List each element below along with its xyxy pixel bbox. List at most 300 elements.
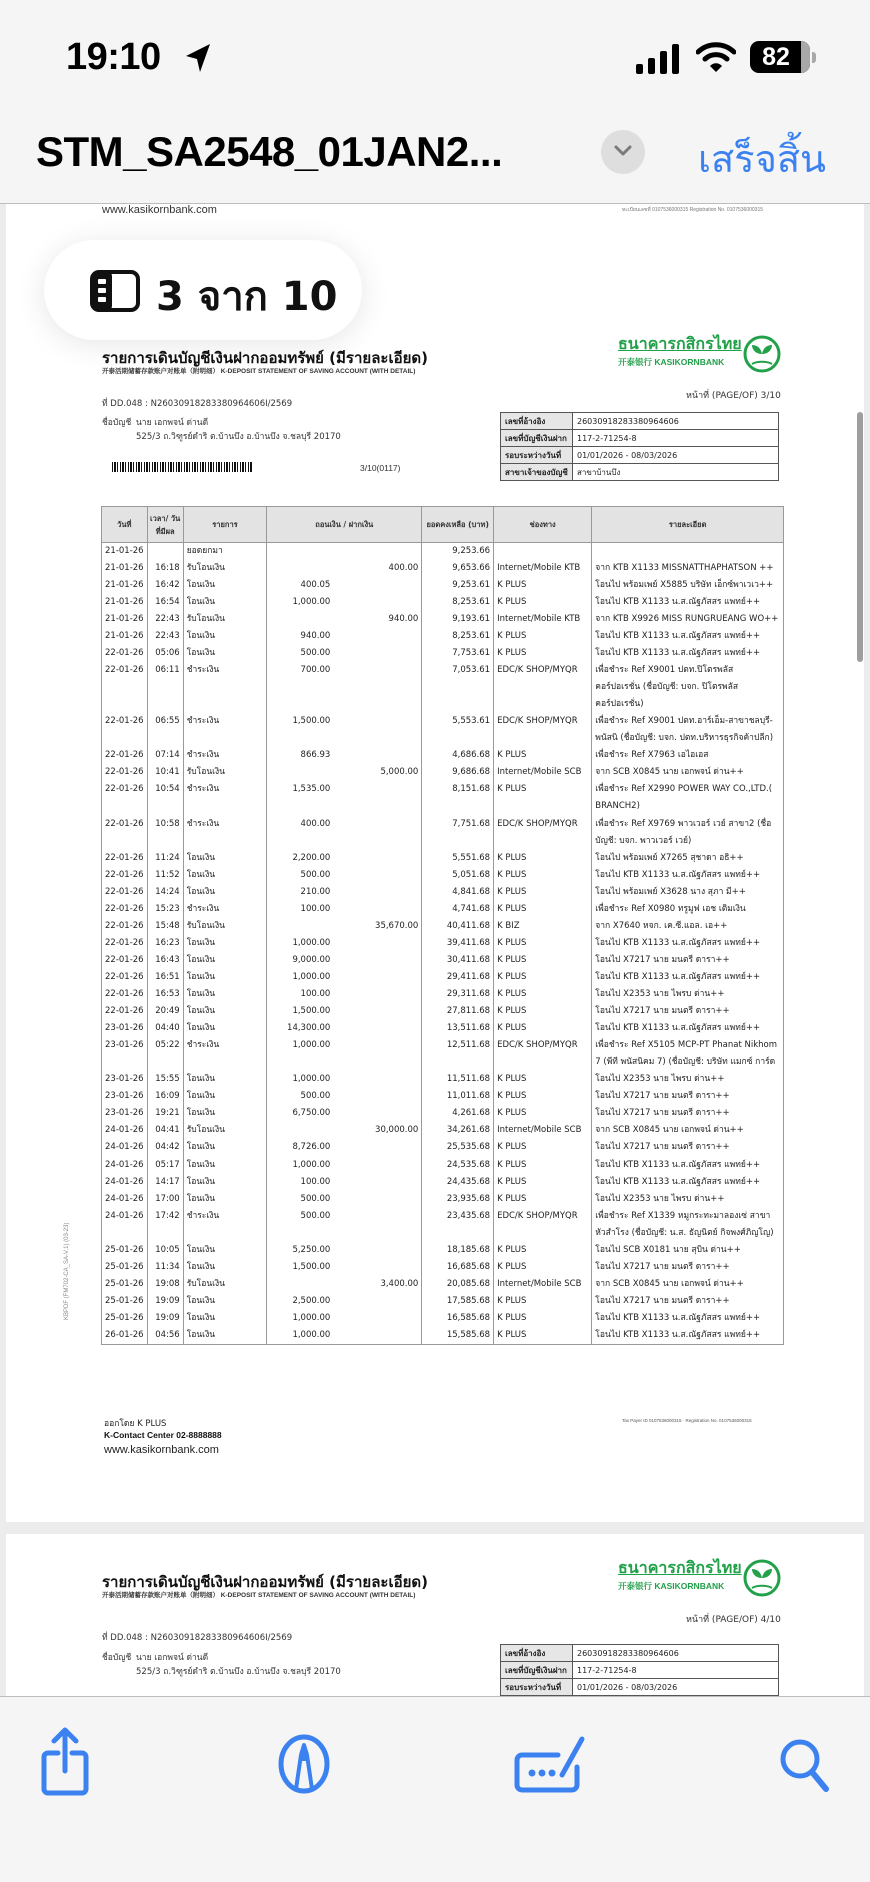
withdrawal-amount: 1,000.00 bbox=[292, 597, 331, 608]
row-time: 06:55 bbox=[147, 713, 183, 747]
pdf-page-4 bbox=[6, 1534, 864, 1696]
row-detail: เพื่อชำระ Ref X7963 เอไอเอส bbox=[592, 747, 784, 764]
row-balance: 29,411.68 bbox=[422, 969, 494, 986]
row-description: โอนเงิน bbox=[183, 1191, 267, 1208]
row-description: โอนเงิน bbox=[183, 1327, 267, 1345]
info-row bbox=[501, 1645, 779, 1662]
row-detail: โอนไป X7217 นาย มนตรี ดารา++ bbox=[592, 952, 784, 969]
row-description: โอนเงิน bbox=[183, 1003, 267, 1020]
row-amount bbox=[267, 986, 422, 1003]
row-date: 22-01-26 bbox=[102, 969, 148, 986]
row-balance: 5,051.68 bbox=[422, 867, 494, 884]
column-header-channel: ช่องทาง bbox=[494, 507, 592, 543]
row-channel: K PLUS bbox=[494, 645, 592, 662]
prev-page-footer-url: www.kasikornbank.com bbox=[102, 204, 217, 216]
bottom-toolbar bbox=[0, 1696, 870, 1882]
row-detail: โอนไป KTB X1133 น.ส.ณัฐภัสสร แพทย์++ bbox=[592, 1020, 784, 1037]
row-amount bbox=[267, 1105, 422, 1122]
row-description: โอนเงิน bbox=[183, 628, 267, 645]
next-account-address: 525/3 ถ.วิฑูรย์ดำริ ต.บ้านบึง อ.บ้านบึง จ.ชลบุรี 20170 bbox=[136, 1667, 341, 1677]
row-detail: เพื่อชำระ Ref X9001 ปตท.อาร์เอ็ม-สาขาชลบุรี-พนัสนิ (ชื่อบัญชี: บจก. ปตท.บริหารธุรกิจค้าปลีก) bbox=[592, 713, 784, 747]
row-detail: โอนไป KTB X1133 น.ส.ณัฐภัสสร แพทย์++ bbox=[592, 645, 784, 662]
row-detail: โอนไป KTB X1133 น.ส.ณัฐภัสสร แพทย์++ bbox=[592, 969, 784, 986]
row-time: 17:00 bbox=[147, 1191, 183, 1208]
row-description: ชำระเงิน bbox=[183, 901, 267, 918]
row-channel: K PLUS bbox=[494, 969, 592, 986]
deposit-amount: 5,000.00 bbox=[380, 767, 419, 778]
row-channel: K PLUS bbox=[494, 1020, 592, 1037]
row-amount bbox=[267, 1020, 422, 1037]
row-detail: เพื่อชำระ Ref X0980 ทรูมูฟ เอช เติมเงิน bbox=[592, 901, 784, 918]
row-description: โอนเงิน bbox=[183, 1105, 267, 1122]
row-balance: 9,253.66 bbox=[422, 543, 494, 561]
row-channel: K PLUS bbox=[494, 1259, 592, 1276]
battery-percent: 82 bbox=[762, 43, 790, 71]
info-value: สาขาบ้านบึง bbox=[573, 464, 779, 481]
row-channel: K PLUS bbox=[494, 1157, 592, 1174]
table-row bbox=[102, 1208, 784, 1242]
row-time: 16:51 bbox=[147, 969, 183, 986]
table-row bbox=[102, 884, 784, 901]
row-amount bbox=[267, 1191, 422, 1208]
row-amount bbox=[267, 901, 422, 918]
column-header-description: รายการ bbox=[183, 507, 267, 543]
withdrawal-amount: 1,000.00 bbox=[292, 1312, 331, 1323]
chevron-down-icon bbox=[613, 144, 633, 158]
status-bar bbox=[0, 0, 870, 110]
withdrawal-amount: 1,500.00 bbox=[292, 1006, 331, 1017]
table-row bbox=[102, 662, 784, 713]
row-time: 16:54 bbox=[147, 594, 183, 611]
info-row bbox=[501, 447, 779, 464]
table-row bbox=[102, 1293, 784, 1310]
row-date: 22-01-26 bbox=[102, 713, 148, 747]
document-reference: ที่ DD.048 : N2603091828338096460​6I/2569 bbox=[102, 399, 293, 409]
info-value: 26030918283380964606 bbox=[573, 413, 779, 430]
row-description: รับโอนเงิน bbox=[183, 764, 267, 781]
battery-icon bbox=[750, 41, 810, 73]
row-amount bbox=[267, 781, 422, 815]
share-icon bbox=[36, 1727, 96, 1797]
row-time: 19:09 bbox=[147, 1310, 183, 1327]
row-channel: Internet/Mobile KTB bbox=[494, 560, 592, 577]
row-detail: โอนไป X7217 นาย มนตรี ดารา++ bbox=[592, 1293, 784, 1310]
deposit-amount: 30,000.00 bbox=[375, 1125, 419, 1136]
table-row bbox=[102, 713, 784, 747]
row-date: 24-01-26 bbox=[102, 1191, 148, 1208]
table-row bbox=[102, 594, 784, 611]
row-description: โอนเงิน bbox=[183, 1020, 267, 1037]
row-date: 25-01-26 bbox=[102, 1242, 148, 1259]
row-balance: 4,261.68 bbox=[422, 1105, 494, 1122]
row-channel: K PLUS bbox=[494, 1310, 592, 1327]
location-arrow-icon bbox=[184, 42, 212, 74]
pdf-page-3 bbox=[6, 310, 864, 1522]
row-time: 04:41 bbox=[147, 1122, 183, 1139]
row-date: 21-01-26 bbox=[102, 628, 148, 645]
row-date: 24-01-26 bbox=[102, 1122, 148, 1139]
withdrawal-amount: 1,000.00 bbox=[292, 1074, 331, 1085]
row-date: 22-01-26 bbox=[102, 918, 148, 935]
row-description: ชำระเงิน bbox=[183, 713, 267, 747]
row-channel: Internet/Mobile SCB bbox=[494, 764, 592, 781]
bank-name-english: 开泰银行 KASIKORNBANK bbox=[618, 357, 725, 367]
row-balance: 9,253.61 bbox=[422, 577, 494, 594]
row-amount bbox=[267, 543, 422, 561]
row-channel: K PLUS bbox=[494, 867, 592, 884]
row-description: รับโอนเงิน bbox=[183, 611, 267, 628]
info-row bbox=[501, 464, 779, 481]
row-date: 22-01-26 bbox=[102, 867, 148, 884]
row-detail: โอนไป พร้อมเพย์ X7265 สุชาดา อธิ++ bbox=[592, 850, 784, 867]
table-row bbox=[102, 1088, 784, 1105]
table-row bbox=[102, 611, 784, 628]
row-amount bbox=[267, 816, 422, 850]
withdrawal-amount: 8,726.00 bbox=[292, 1142, 331, 1153]
withdrawal-amount: 500.00 bbox=[300, 648, 331, 659]
row-detail: จาก SCB X0845 นาย เอกพจน์ ด่าน++ bbox=[592, 1122, 784, 1139]
deposit-amount: 35,670.00 bbox=[375, 920, 419, 931]
table-row bbox=[102, 1105, 784, 1122]
row-detail: โอนไป KTB X1133 น.ส.ณัฐภัสสร แพทย์++ bbox=[592, 1174, 784, 1191]
row-amount bbox=[267, 1174, 422, 1191]
row-balance: 17,585.68 bbox=[422, 1293, 494, 1310]
row-amount bbox=[267, 1293, 422, 1310]
row-balance: 23,935.68 bbox=[422, 1191, 494, 1208]
info-value: 26030918283380964606 bbox=[573, 1645, 779, 1662]
footer-fine-print: Tax Payer ID 0107536000315 · Registration No. 0107536000315 bbox=[622, 1418, 752, 1423]
withdrawal-amount: 100.00 bbox=[300, 989, 331, 1000]
row-description: ชำระเงิน bbox=[183, 1208, 267, 1242]
row-time: 16:53 bbox=[147, 986, 183, 1003]
row-amount bbox=[267, 918, 422, 935]
row-date: 21-01-26 bbox=[102, 611, 148, 628]
next-account-name-label: ชื่อบัญชี bbox=[102, 1653, 132, 1663]
row-amount bbox=[267, 1139, 422, 1156]
withdrawal-amount: 2,500.00 bbox=[292, 1295, 331, 1306]
row-balance: 30,411.68 bbox=[422, 952, 494, 969]
row-description: โอนเงิน bbox=[183, 884, 267, 901]
row-balance: 7,751.68 bbox=[422, 816, 494, 850]
info-label: รอบระหว่างวันที่ bbox=[501, 1679, 573, 1696]
row-date: 22-01-26 bbox=[102, 850, 148, 867]
account-info-table bbox=[500, 412, 779, 481]
row-amount bbox=[267, 1259, 422, 1276]
row-detail: โอนไป X7217 นาย มนตรี ดารา++ bbox=[592, 1139, 784, 1156]
row-detail: โอนไป SCB X0181 นาย สุบิน ด่าน++ bbox=[592, 1242, 784, 1259]
table-row bbox=[102, 1191, 784, 1208]
table-row bbox=[102, 1276, 784, 1293]
account-address: 525/3 ถ.วิฑูรย์ดำริ ต.บ้านบึง อ.บ้านบึง จ.ชลบุรี 20170 bbox=[136, 432, 341, 442]
table-row bbox=[102, 1071, 784, 1088]
page-indicator[interactable] bbox=[44, 240, 362, 340]
table-row bbox=[102, 747, 784, 764]
row-date: 22-01-26 bbox=[102, 1003, 148, 1020]
row-description: โอนเงิน bbox=[183, 986, 267, 1003]
sidebar-thumbnails-icon bbox=[90, 270, 140, 312]
title-menu-button[interactable] bbox=[601, 130, 645, 174]
row-channel: EDC/K SHOP/MYQR bbox=[494, 816, 592, 850]
row-description: โอนเงิน bbox=[183, 1139, 267, 1156]
row-date: 22-01-26 bbox=[102, 901, 148, 918]
vertical-scrollbar[interactable] bbox=[857, 412, 863, 662]
row-channel: K PLUS bbox=[494, 1242, 592, 1259]
row-time: 22:43 bbox=[147, 611, 183, 628]
row-time: 11:34 bbox=[147, 1259, 183, 1276]
row-channel: K PLUS bbox=[494, 1191, 592, 1208]
row-date: 22-01-26 bbox=[102, 935, 148, 952]
table-row bbox=[102, 764, 784, 781]
row-amount bbox=[267, 1122, 422, 1139]
row-channel: K PLUS bbox=[494, 901, 592, 918]
row-time: 20:49 bbox=[147, 1003, 183, 1020]
info-label: เลขที่บัญชีเงินฝาก bbox=[501, 430, 573, 447]
table-row bbox=[102, 901, 784, 918]
row-date: 21-01-26 bbox=[102, 594, 148, 611]
row-date: 21-01-26 bbox=[102, 560, 148, 577]
row-channel: K PLUS bbox=[494, 628, 592, 645]
row-time: 11:24 bbox=[147, 850, 183, 867]
row-date: 23-01-26 bbox=[102, 1071, 148, 1088]
withdrawal-amount: 100.00 bbox=[300, 1176, 331, 1187]
row-date: 22-01-26 bbox=[102, 952, 148, 969]
row-amount bbox=[267, 1208, 422, 1242]
markup-button[interactable] bbox=[274, 1727, 334, 1797]
info-value: 117-2-71254-8 bbox=[573, 1662, 779, 1679]
table-row bbox=[102, 952, 784, 969]
info-value: 01/01/2026 - 08/03/2026 bbox=[573, 447, 779, 464]
row-detail bbox=[592, 543, 784, 561]
row-balance: 27,811.68 bbox=[422, 1003, 494, 1020]
row-detail: จาก SCB X0845 นาย เอกพจน์ ด่าน++ bbox=[592, 1276, 784, 1293]
row-detail: โอนไป KTB X1133 น.ส.ณัฐภัสสร แพทย์++ bbox=[592, 1310, 784, 1327]
row-time: 19:21 bbox=[147, 1105, 183, 1122]
row-time: 04:56 bbox=[147, 1327, 183, 1345]
table-row bbox=[102, 628, 784, 645]
row-channel: K PLUS bbox=[494, 884, 592, 901]
info-value: 117-2-71254-8 bbox=[573, 430, 779, 447]
row-date: 25-01-26 bbox=[102, 1293, 148, 1310]
row-description: ชำระเงิน bbox=[183, 781, 267, 815]
table-row bbox=[102, 560, 784, 577]
row-time: 16:18 bbox=[147, 560, 183, 577]
table-row bbox=[102, 1157, 784, 1174]
row-description: โอนเงิน bbox=[183, 1293, 267, 1310]
row-description: โอนเงิน bbox=[183, 969, 267, 986]
row-channel: EDC/K SHOP/MYQR bbox=[494, 662, 592, 713]
row-balance: 11,011.68 bbox=[422, 1088, 494, 1105]
row-amount bbox=[267, 747, 422, 764]
info-label: เลขที่บัญชีเงินฝาก bbox=[501, 1662, 573, 1679]
row-channel: K PLUS bbox=[494, 1293, 592, 1310]
row-amount bbox=[267, 594, 422, 611]
table-row bbox=[102, 781, 784, 815]
next-account-info-table bbox=[500, 1644, 779, 1696]
row-amount bbox=[267, 1276, 422, 1293]
withdrawal-amount: 1,000.00 bbox=[292, 971, 331, 982]
row-date: 22-01-26 bbox=[102, 764, 148, 781]
row-amount bbox=[267, 1071, 422, 1088]
row-time: 05:06 bbox=[147, 645, 183, 662]
row-detail: โอนไป KTB X1133 น.ส.ณัฐภัสสร แพทย์++ bbox=[592, 594, 784, 611]
row-date: 24-01-26 bbox=[102, 1139, 148, 1156]
row-amount bbox=[267, 628, 422, 645]
row-balance: 16,685.68 bbox=[422, 1259, 494, 1276]
row-date: 25-01-26 bbox=[102, 1276, 148, 1293]
row-detail: จาก KTB X9926 MISS RUNGRUEANG WO++ bbox=[592, 611, 784, 628]
row-date: 24-01-26 bbox=[102, 1208, 148, 1242]
row-date: 22-01-26 bbox=[102, 645, 148, 662]
row-amount bbox=[267, 645, 422, 662]
info-value: 01/01/2026 - 08/03/2026 bbox=[573, 1679, 779, 1696]
search-button[interactable] bbox=[776, 1727, 836, 1797]
barcode bbox=[112, 462, 252, 472]
next-bank-name-english: 开泰银行 KASIKORNBANK bbox=[618, 1581, 725, 1591]
info-row bbox=[501, 413, 779, 430]
row-time: 14:24 bbox=[147, 884, 183, 901]
row-description: โอนเงิน bbox=[183, 594, 267, 611]
withdrawal-amount: 700.00 bbox=[300, 665, 331, 676]
row-balance: 5,553.61 bbox=[422, 713, 494, 747]
row-date: 22-01-26 bbox=[102, 884, 148, 901]
table-row bbox=[102, 1310, 784, 1327]
row-description: ชำระเงิน bbox=[183, 1037, 267, 1071]
document-title[interactable]: STM_SA2548_01JAN2... bbox=[36, 128, 503, 175]
row-detail: โอนไป KTB X1133 น.ส.ณัฐภัสสร แพทย์++ bbox=[592, 1157, 784, 1174]
row-description: โอนเงิน bbox=[183, 1259, 267, 1276]
table-row bbox=[102, 1174, 784, 1191]
row-channel: K PLUS bbox=[494, 1139, 592, 1156]
row-amount bbox=[267, 1327, 422, 1345]
row-time: 10:58 bbox=[147, 816, 183, 850]
row-channel: K PLUS bbox=[494, 577, 592, 594]
row-amount bbox=[267, 1088, 422, 1105]
row-time: 05:17 bbox=[147, 1157, 183, 1174]
row-channel: Internet/Mobile KTB bbox=[494, 611, 592, 628]
table-row bbox=[102, 1139, 784, 1156]
done-button[interactable]: เสร็จสิ้น bbox=[698, 137, 827, 181]
table-row bbox=[102, 918, 784, 935]
info-row bbox=[501, 1679, 779, 1696]
kasikornbank-logo-icon bbox=[742, 1558, 782, 1598]
row-date: 23-01-26 bbox=[102, 1037, 148, 1071]
row-amount bbox=[267, 1242, 422, 1259]
table-row bbox=[102, 1122, 784, 1139]
row-balance: 25,535.68 bbox=[422, 1139, 494, 1156]
row-channel: K PLUS bbox=[494, 594, 592, 611]
fill-and-sign-button[interactable] bbox=[512, 1727, 592, 1797]
row-detail: เพื่อชำระ Ref X1339 หมูกระทะมาลองเซ่ สาขาหัวสำโรง (ชื่อบัญชี: น.ส. ธัญนิตย์ กิจพงศ์ภิญโญ) bbox=[592, 1208, 784, 1242]
row-balance: 4,841.68 bbox=[422, 884, 494, 901]
row-description: ชำระเงิน bbox=[183, 662, 267, 713]
row-balance: 39,411.68 bbox=[422, 935, 494, 952]
row-balance: 15,585.68 bbox=[422, 1327, 494, 1345]
row-channel: K BIZ bbox=[494, 918, 592, 935]
row-detail: จาก SCB X0845 นาย เอกพจน์ ด่าน++ bbox=[592, 764, 784, 781]
column-header-time: เวลา/ วันที่มีผล bbox=[147, 507, 183, 543]
row-amount bbox=[267, 935, 422, 952]
withdrawal-amount: 500.00 bbox=[300, 1210, 331, 1221]
row-date: 21-01-26 bbox=[102, 543, 148, 561]
row-date: 23-01-26 bbox=[102, 1020, 148, 1037]
info-row bbox=[501, 1662, 779, 1679]
row-channel: K PLUS bbox=[494, 935, 592, 952]
next-statement-title: รายการเดินบัญชีเงินฝากออมทรัพย์ (มีรายละเอียด) bbox=[102, 1573, 428, 1591]
bank-name-thai: ธนาคารกสิกรไทย bbox=[618, 334, 742, 353]
markup-pen-icon bbox=[274, 1727, 334, 1797]
table-row bbox=[102, 1003, 784, 1020]
row-channel: EDC/K SHOP/MYQR bbox=[494, 1208, 592, 1242]
cellular-signal-icon bbox=[636, 44, 680, 74]
row-channel: K PLUS bbox=[494, 952, 592, 969]
row-amount bbox=[267, 764, 422, 781]
row-description: โอนเงิน bbox=[183, 850, 267, 867]
info-label: เลขที่อ้างอิง bbox=[501, 1645, 573, 1662]
row-time: 14:17 bbox=[147, 1174, 183, 1191]
row-detail: โอนไป KTB X1133 น.ส.ณัฐภัสสร แพทย์++ bbox=[592, 1327, 784, 1345]
info-label: รอบระหว่างวันที่ bbox=[501, 447, 573, 464]
row-balance: 20,085.68 bbox=[422, 1276, 494, 1293]
row-balance: 8,253.61 bbox=[422, 594, 494, 611]
document-scroll-area[interactable] bbox=[0, 204, 870, 1696]
row-amount bbox=[267, 1157, 422, 1174]
row-date: 22-01-26 bbox=[102, 662, 148, 713]
row-detail: โอนไป KTB X1133 น.ส.ณัฐภัสสร แพทย์++ bbox=[592, 628, 784, 645]
form-code: KBPDF (FM702-CA_SA-V.1) (03-23) bbox=[64, 1222, 70, 1320]
row-detail: จาก KTB X1133 MISSNATTHAPHATSON ++ bbox=[592, 560, 784, 577]
row-detail: โอนไป X2353 นาย ไพรบ ด่าน++ bbox=[592, 1071, 784, 1088]
row-amount bbox=[267, 952, 422, 969]
share-button[interactable] bbox=[36, 1727, 96, 1797]
withdrawal-amount: 940.00 bbox=[300, 631, 331, 642]
table-row bbox=[102, 986, 784, 1003]
row-amount bbox=[267, 611, 422, 628]
row-date: 23-01-26 bbox=[102, 1088, 148, 1105]
row-channel: K PLUS bbox=[494, 1105, 592, 1122]
row-date: 22-01-26 bbox=[102, 986, 148, 1003]
row-description: ยอดยกมา bbox=[183, 543, 267, 561]
barcode-label: 3/10(0117) bbox=[360, 463, 401, 473]
row-detail: จาก X7640 หจก. เค.ซี.แอล. เอ++ bbox=[592, 918, 784, 935]
row-balance: 24,535.68 bbox=[422, 1157, 494, 1174]
row-balance: 8,253.61 bbox=[422, 628, 494, 645]
row-time: 22:43 bbox=[147, 628, 183, 645]
row-detail: โอนไป X7217 นาย มนตรี ดารา++ bbox=[592, 1088, 784, 1105]
withdrawal-amount: 100.00 bbox=[300, 903, 331, 914]
row-description: โอนเงิน bbox=[183, 1310, 267, 1327]
info-row bbox=[501, 430, 779, 447]
row-description: โอนเงิน bbox=[183, 952, 267, 969]
row-time bbox=[147, 543, 183, 561]
row-date: 24-01-26 bbox=[102, 1174, 148, 1191]
row-date: 24-01-26 bbox=[102, 1157, 148, 1174]
next-page-number: หน้าที่ (PAGE/OF) 4/10 bbox=[686, 1615, 781, 1625]
row-date: 25-01-26 bbox=[102, 1310, 148, 1327]
row-channel: K PLUS bbox=[494, 1088, 592, 1105]
row-detail: โอนไป พร้อมเพย์ X3628 นาง สุภา มี++ bbox=[592, 884, 784, 901]
row-balance: 23,435.68 bbox=[422, 1208, 494, 1242]
withdrawal-amount: 500.00 bbox=[300, 1193, 331, 1204]
row-balance: 24,435.68 bbox=[422, 1174, 494, 1191]
row-channel: Internet/Mobile SCB bbox=[494, 1276, 592, 1293]
row-time: 07:14 bbox=[147, 747, 183, 764]
row-channel: K PLUS bbox=[494, 747, 592, 764]
row-description: โอนเงิน bbox=[183, 1242, 267, 1259]
row-detail: เพื่อชำระ Ref X5105 MCP-PT Phanat Nikhom 7 (พีที พนัสนิคม 7) (ชื่อบัญชี: บริษัท แมกซ์ การ์ด bbox=[592, 1037, 784, 1071]
statement-title: รายการเดินบัญชีเงินฝากออมทรัพย์ (มีรายละเอียด) bbox=[102, 349, 428, 367]
row-channel: K PLUS bbox=[494, 1327, 592, 1345]
fill-and-sign-icon bbox=[512, 1727, 592, 1797]
